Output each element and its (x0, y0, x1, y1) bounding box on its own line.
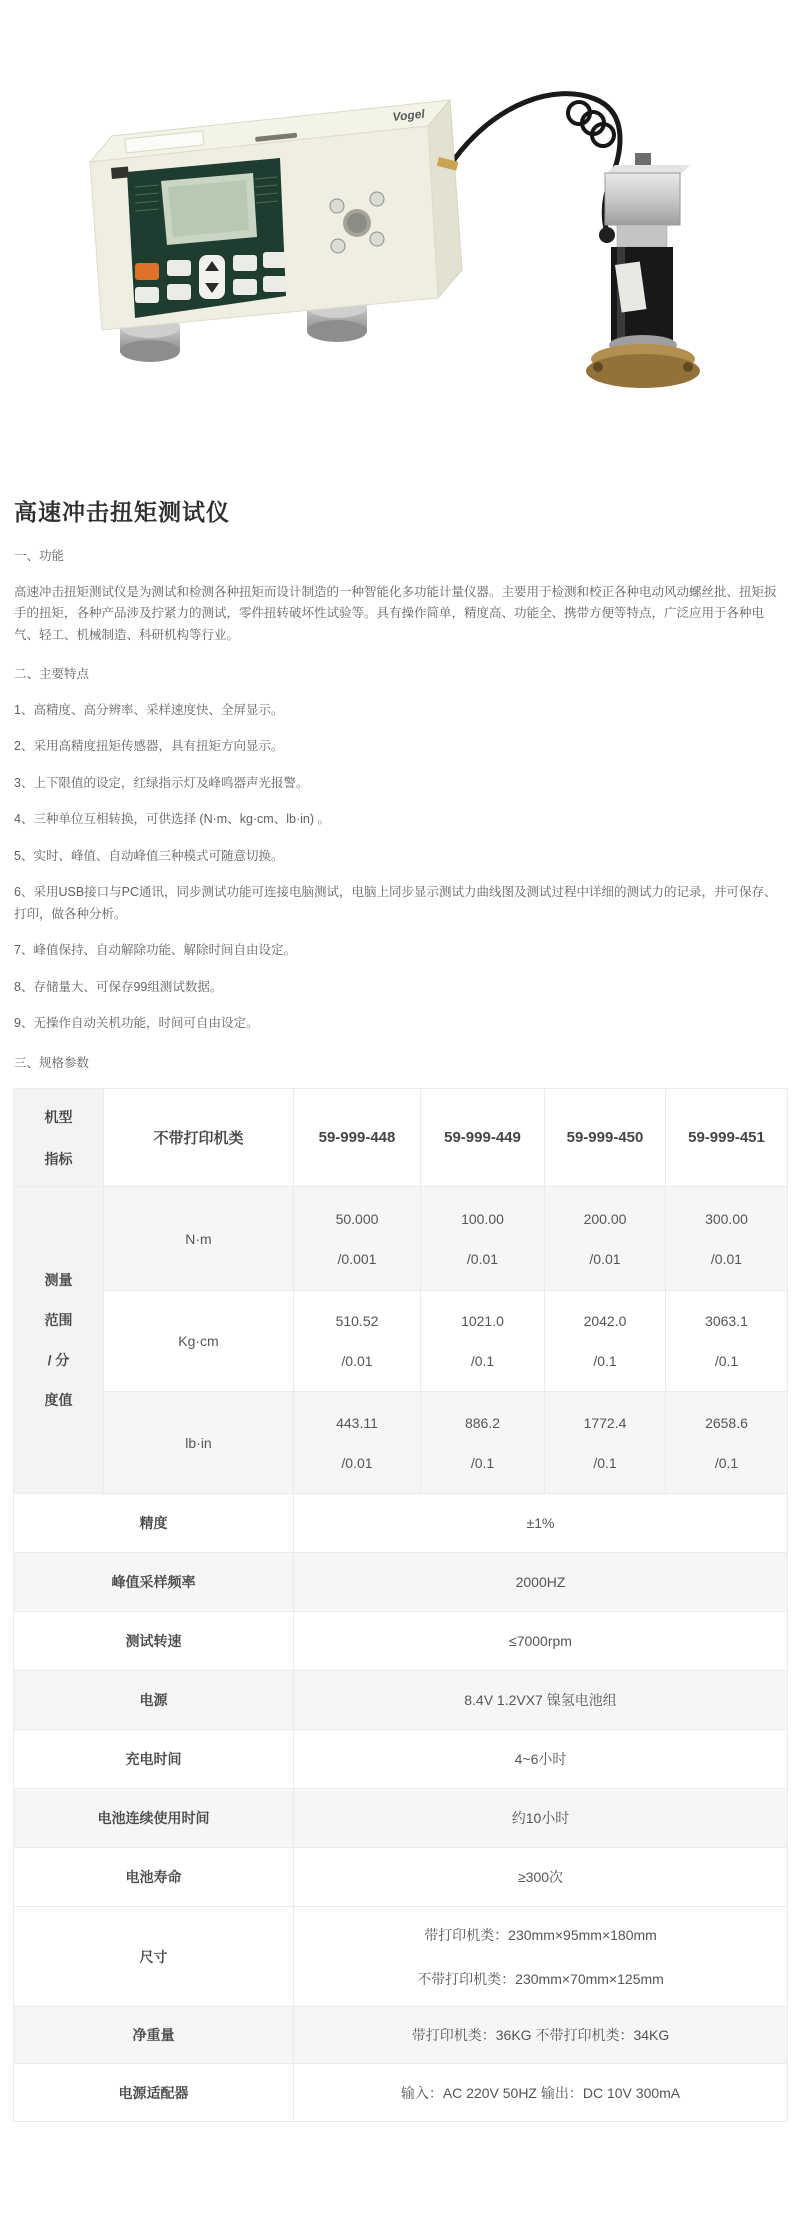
description-section (14, 546, 786, 1074)
section-heading-features: 二、主要特点 (14, 667, 90, 681)
feature-item-1: 1、高精度、高分辨率、采样速度快、全屏显示。 (14, 702, 284, 717)
spec-value: 带打印机类：36KG 不带打印机类：34KG (294, 2007, 788, 2064)
spec-row-battery-life (14, 1848, 788, 1907)
spec-label: 电源 (14, 1671, 294, 1730)
range-value-cell: 886.2 /0.1 (421, 1392, 545, 1494)
spec-row-speed (14, 1612, 788, 1671)
feature-item-7: 7、峰值保持、自动解除功能、解除时间自由设定。 (14, 943, 296, 957)
model-cell-1: 59-999-448 (294, 1089, 421, 1187)
range-value-cell: 1021.0 /0.1 (421, 1291, 545, 1392)
section-heading-specs: 三、规格参数 (14, 1055, 90, 1070)
print-button (135, 287, 159, 303)
model-cell-4: 59-999-451 (666, 1089, 788, 1187)
spec-row-accuracy (14, 1494, 788, 1553)
spec-row-size (14, 1907, 788, 2007)
range-value-cell: 1772.4 /0.1 (545, 1392, 666, 1494)
spec-row-battery-use (14, 1789, 788, 1848)
spec-value: ≥300次 (294, 1848, 788, 1907)
save-button-key (233, 279, 257, 295)
spec-label: 测试转速 (14, 1612, 294, 1671)
range-value-cell: 2658.6 /0.1 (666, 1392, 788, 1494)
product-photo-art (55, 75, 745, 470)
spec-label: 尺寸 (14, 1907, 294, 2007)
model-cell-3: 59-999-450 (545, 1089, 666, 1187)
range-value-cell: 100.00 /0.01 (421, 1187, 545, 1291)
spec-value: 2000HZ (294, 1553, 788, 1612)
spec-row-adapter (14, 2064, 788, 2122)
spec-label: 峰值采样频率 (14, 1553, 294, 1612)
feature-item-6: 6、采用USB接口与PC通讯，同步测试功能可连接电脑测试，电脑上同步显示测试力曲线图及测试过程中详细的测试力的记录，并可保存、打印，做各种分析。 (14, 885, 777, 921)
peak-button (233, 255, 257, 271)
feature-item-9: 9、无操作自动关机功能，时间可自由设定。 (14, 1016, 259, 1030)
range-row-kgcm (14, 1291, 788, 1392)
spec-value: 8.4V 1.2VX7 镍氢电池组 (294, 1671, 788, 1730)
spec-row-weight (14, 2007, 788, 2064)
spec-value: ±1% (294, 1494, 788, 1553)
corner-models-label: 机型 (44, 1108, 73, 1125)
spec-label: 充电时间 (14, 1730, 294, 1789)
feature-item-2: 2、采用高精度扭矩传感器，具有扭矩方向显示。 (14, 739, 284, 753)
category-cell: 不带打印机类 (104, 1089, 294, 1187)
spec-value: 带打印机类：230mm×95mm×180mm 不带打印机类：230mm×70mm×125mm (294, 1907, 788, 2007)
range-row-lbin (14, 1392, 788, 1494)
unit-cell-nm: N·m (104, 1187, 294, 1291)
unit-cell-lbin: lb·in (104, 1392, 294, 1494)
range-row-nm (14, 1187, 788, 1291)
feature-item-5: 5、实时、峰值、自动峰值三种模式可随意切换。 (14, 848, 284, 863)
control-panel (127, 158, 287, 318)
corner-index-label: 指标 (44, 1150, 73, 1167)
spec-value: 4~6小时 (294, 1730, 788, 1789)
product-photo (0, 0, 800, 470)
torque-sensor (586, 153, 700, 388)
spec-label: 净重量 (14, 2007, 294, 2064)
range-value-cell: 510.52 /0.01 (294, 1291, 421, 1392)
feature-item-8: 8、存储量大、可保存99组测试数据。 (14, 979, 223, 994)
feature-item-4: 4、三种单位互相转换，可供选择 (N·m、kg·cm、lb·in) 。 (14, 812, 330, 826)
range-value-cell: 50.000 /0.001 (294, 1187, 421, 1291)
range-value-cell: 3063.1 /0.1 (666, 1291, 788, 1392)
spec-header-row (14, 1089, 788, 1187)
unit-cell-kgcm: Kg·cm (104, 1291, 294, 1392)
range-value-cell: 200.00 /0.01 (545, 1187, 666, 1291)
zero-button (263, 276, 287, 292)
power-button (135, 263, 159, 280)
spec-value: 输入：AC 220V 50HZ 输出：DC 10V 300mA (294, 2064, 788, 2122)
spec-label: 精度 (14, 1494, 294, 1553)
set-button (167, 260, 191, 276)
spec-table (13, 1088, 788, 2122)
spec-value: 约10小时 (294, 1789, 788, 1848)
spec-label: 电池连续使用时间 (14, 1789, 294, 1848)
brand-logo: Vogel (391, 106, 426, 124)
spec-row-charge-time (14, 1730, 788, 1789)
spec-value: ≤7000rpm (294, 1612, 788, 1671)
page-title: 高速冲击扭矩测试仪 (14, 499, 230, 525)
unit-button (263, 252, 287, 268)
corner-cell (14, 1089, 104, 1187)
spec-row-sampling (14, 1553, 788, 1612)
functions-paragraph: 高速冲击扭矩测试仪是为测试和检测各种扭矩而设计制造的一种智能化多功能计量仪器。主要用于检测和校正各种电动风动螺丝批、扭矩扳手的扭矩，各种产品涉及拧紧力的测试，零件扭转破坏性试验等。具有操作简单，精度高、功能全、携带方便等特点，广泛应用于各种电气、轻工、机械制造、科研机构等行业。 (14, 584, 777, 642)
torque-meter (90, 100, 462, 362)
section-heading-functions: 一、功能 (14, 549, 65, 563)
range-value-cell: 443.11 /0.01 (294, 1392, 421, 1494)
spec-row-power (14, 1671, 788, 1730)
range-label-cell: 测量 范围 / 分 度值 (14, 1187, 104, 1494)
spec-label: 电源适配器 (14, 2064, 294, 2122)
range-value-cell: 300.00 /0.01 (666, 1187, 788, 1291)
view-button (167, 284, 191, 300)
feature-item-3: 3、上下限值的设定，红绿指示灯及峰鸣器声光报警。 (14, 775, 309, 790)
side-port (111, 167, 129, 179)
model-cell-2: 59-999-449 (421, 1089, 545, 1187)
spec-label: 电池寿命 (14, 1848, 294, 1907)
range-value-cell: 2042.0 /0.1 (545, 1291, 666, 1392)
